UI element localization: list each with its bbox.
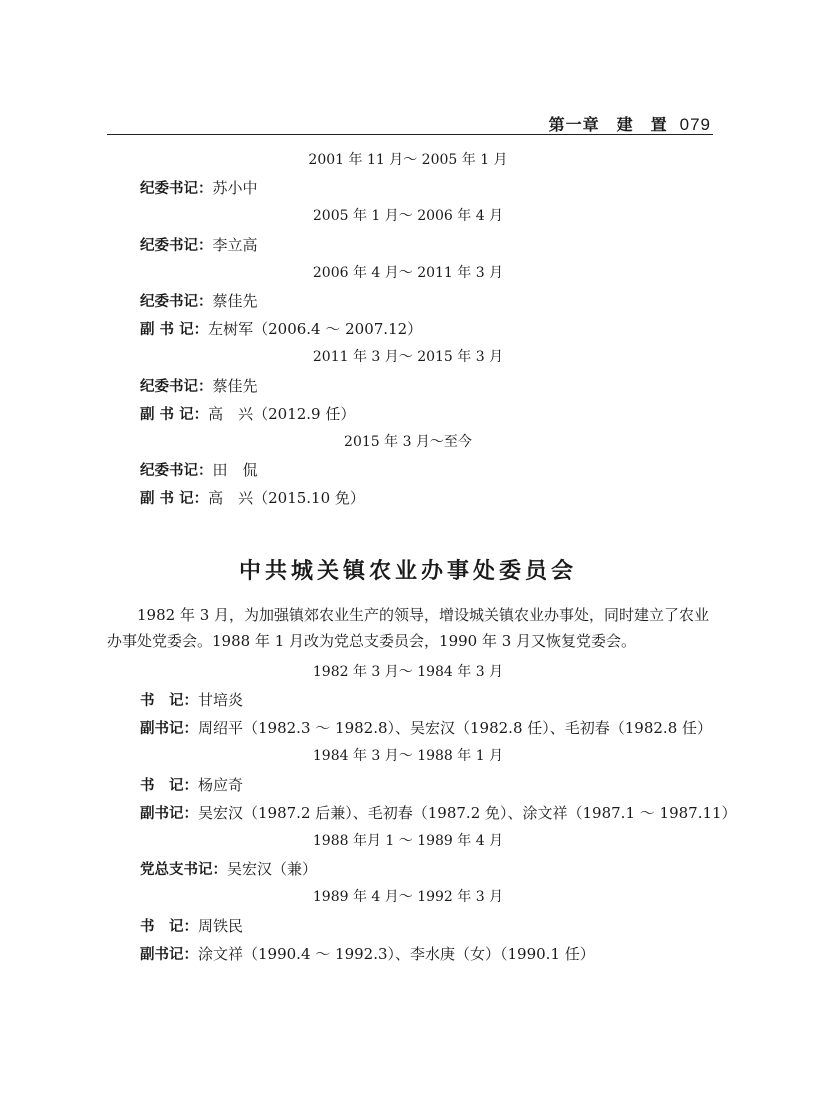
entry-value: 吴宏汉（1987.2 后兼）、毛初春（1987.2 免）、涂文祥（1987.1 ～ 1987.11） [198, 804, 737, 822]
entry-value: 蔡佳先 [212, 377, 258, 395]
period-line: 2006 年 4 月～ 2011 年 3 月 [312, 265, 504, 281]
entry-value: 涂文祥（1990.4 ～ 1992.3）、李水庚（女）（1990.1 任） [198, 945, 595, 963]
entry-value: 田 侃 [212, 461, 258, 479]
entry-row [140, 718, 712, 739]
entry-row [140, 775, 243, 796]
period-line: 2005 年 1 月～ 2006 年 4 月 [312, 208, 504, 224]
entry-label: 副书记： [140, 806, 198, 822]
entry-value: 周铁民 [198, 917, 244, 935]
entry-row [140, 944, 595, 965]
entry-label: 副 书 记： [140, 322, 209, 338]
period-line: 2015 年 3 月～至今 [344, 434, 472, 450]
entry-label: 纪委书记： [140, 294, 213, 310]
running-header [107, 112, 713, 135]
entry-row [140, 460, 258, 481]
page-number: 079 [679, 115, 711, 134]
section-title: 中共城关镇农业办事处委员会 [238, 559, 577, 584]
entry-value: 杨应奇 [198, 776, 244, 794]
entry-row [140, 178, 258, 199]
entry-label: 书 记： [140, 693, 198, 709]
entry-value: 吴宏汉（兼） [227, 860, 318, 878]
entry-value: 蔡佳先 [212, 292, 258, 310]
entry-label: 党总支书记： [140, 862, 227, 878]
entry-label: 副 书 记： [140, 491, 209, 507]
entry-value: 苏小中 [212, 179, 258, 197]
entry-label: 副书记： [140, 947, 198, 963]
entry-value: 周绍平（1982.3 ～ 1982.8）、吴宏汉（1982.8 任）、毛初春（1982.8 任） [198, 719, 713, 737]
period-line: 2001 年 11 月～ 2005 年 1 月 [308, 152, 508, 168]
entry-label: 纪委书记： [140, 238, 213, 254]
period-line: 1984 年 3 月～ 1988 年 1 月 [312, 748, 504, 764]
period-line: 1989 年 4 月～ 1992 年 3 月 [312, 889, 504, 905]
period-line: 1988 年月 1 ～ 1989 年 4 月 [312, 833, 504, 849]
entry-label: 纪委书记： [140, 181, 213, 197]
intro-paragraph: 1982 年 3 月，为加强镇郊农业生产的领导，增设城关镇农业办事处，同时建立了农业办事处党委会。1988 年 1 月改为党总支委员会，1990 年 3 月又恢复党委会。 [107, 606, 710, 650]
entry-label: 纪委书记： [140, 463, 213, 479]
entry-label: 副书记： [140, 721, 198, 737]
entry-row [140, 859, 317, 880]
entry-value: 高 兴（2015.10 免） [208, 489, 365, 507]
entry-label: 纪委书记： [140, 379, 213, 395]
entry-label: 书 记： [140, 778, 198, 794]
chapter-title: 第一章 建 置 [548, 115, 668, 134]
entry-row [140, 803, 737, 824]
entry-row [140, 291, 258, 312]
entry-value: 高 兴（2012.9 任） [208, 405, 356, 423]
entry-label: 书 记： [140, 919, 198, 935]
entry-label: 副 书 记： [140, 407, 209, 423]
entry-row [140, 916, 243, 937]
entry-row [140, 690, 243, 711]
entry-row [140, 376, 258, 397]
period-line: 1982 年 3 月～ 1984 年 3 月 [312, 664, 504, 680]
entry-row [140, 235, 258, 256]
header-text [549, 112, 711, 135]
entry-row [140, 488, 365, 509]
entry-value: 甘培炎 [198, 691, 244, 709]
entry-row [140, 319, 422, 340]
entry-value: 左树军（2006.4 ～ 2007.12） [208, 320, 423, 338]
entry-value: 李立高 [212, 236, 258, 254]
entry-row [140, 404, 355, 425]
period-line: 2011 年 3 月～ 2015 年 3 月 [312, 349, 504, 365]
